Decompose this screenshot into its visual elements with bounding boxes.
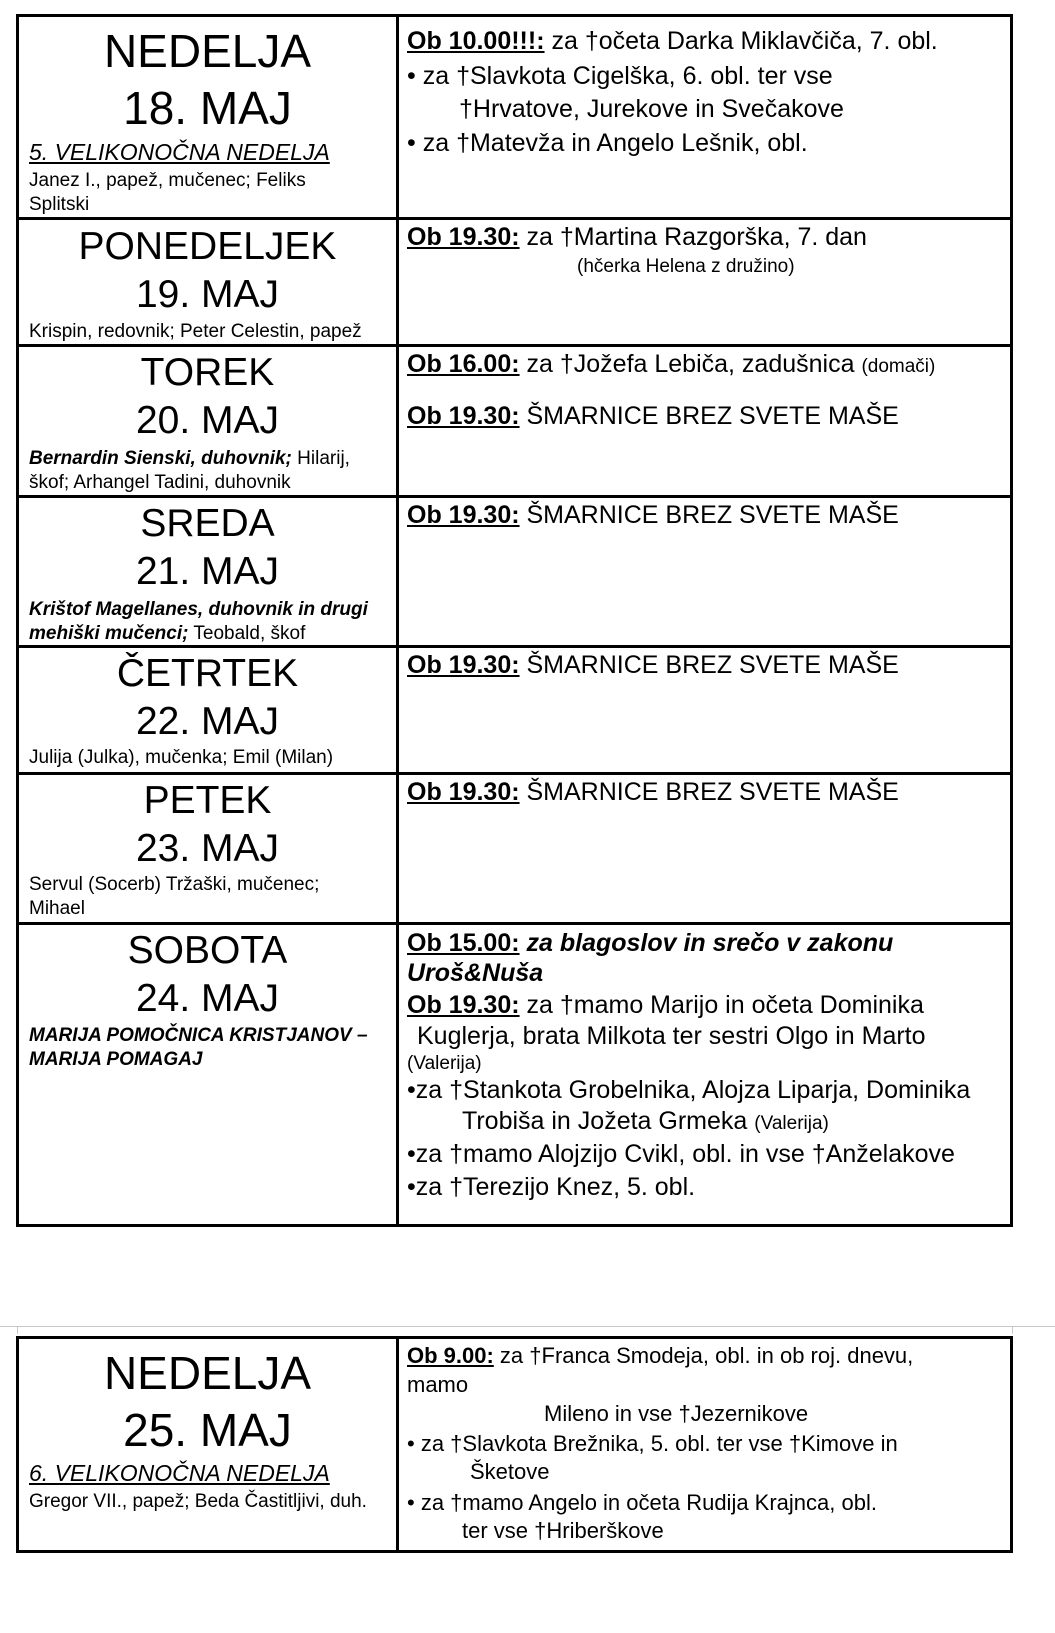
mass-intention: za †Jožefa Lebiča, zadušnica xyxy=(519,350,862,378)
mass-line xyxy=(417,1021,926,1051)
mass-line xyxy=(459,94,844,124)
feast-title: 5. VELIKONOČNA NEDELJA xyxy=(29,139,330,165)
mass-line xyxy=(407,1172,695,1202)
saints-of-day: Julija (Julka), mučenka; Emil (Milan) xyxy=(29,747,334,768)
day-date: 25. MAJ xyxy=(123,1404,292,1456)
mass-time: Ob 19.30: xyxy=(407,402,520,430)
mass-intention: mamo xyxy=(407,1372,469,1397)
mass-note: (hčerka Helena z družino) xyxy=(577,256,795,277)
mass-intention: za †Matevža in Angelo Lešnik, obl. xyxy=(422,129,808,157)
mass-line xyxy=(407,401,899,431)
mass-intention: za †Slavkota Cigelška, 6. obl. ter vse xyxy=(422,62,833,90)
mass-intention: za †mamo Angelo in očeta Rudija Krajnca, obl. xyxy=(414,1490,877,1515)
saints-italic: Bernardin Sienski, duhovnik; xyxy=(29,448,292,469)
saints-of-day: Janez I., papež, mučenec; Feliks Splitski xyxy=(29,170,306,215)
mass-line xyxy=(407,928,893,958)
day-name: SREDA xyxy=(140,502,275,545)
day-row-sunday-25 xyxy=(19,1339,1010,1550)
mass-time: Ob 9.00: xyxy=(407,1343,494,1368)
day-name: SOBOTA xyxy=(127,929,288,972)
mass-line xyxy=(407,777,899,807)
mass-time: Ob 19.30: xyxy=(407,991,520,1019)
mass-intention: Šketove xyxy=(470,1459,550,1484)
mass-intention: za blagoslov in srečo v zakonu xyxy=(519,929,894,957)
mass-line xyxy=(407,1075,970,1105)
page-margin-tick xyxy=(1012,1326,1013,1334)
mass-intention: ŠMARNICE BREZ SVETE MAŠE xyxy=(519,402,899,430)
page-break-line xyxy=(0,1326,1055,1327)
mass-intention: ter vse †Hriberškove xyxy=(462,1518,664,1543)
mass-intention: Uroš&Nuša xyxy=(407,959,544,987)
mass-intention: †Hrvatove, Jurekove in Svečakove xyxy=(459,95,844,123)
bullet: • xyxy=(407,1140,416,1168)
mass-time: Ob 19.30: xyxy=(407,223,520,251)
mass-intention: za †Martina Razgorška, 7. dan xyxy=(519,223,867,251)
mass-time: Ob 19.30: xyxy=(407,651,520,679)
bullet: • xyxy=(407,62,416,90)
saints-of-day: Servul (Socerb) Tržaški, mučenec; Mihael xyxy=(29,874,320,919)
mass-time: Ob 10.00!!!: xyxy=(407,27,545,55)
bullet: • xyxy=(407,1431,415,1456)
mass-intention: Mileno in vse †Jezernikove xyxy=(544,1401,809,1426)
mass-intention: ŠMARNICE BREZ SVETE MAŠE xyxy=(519,651,899,679)
day-date: 22. MAJ xyxy=(135,700,280,743)
mass-intention: za †Franca Smodeja, obl. in ob roj. dnevu, xyxy=(493,1343,914,1368)
mass-time: Ob 19.30: xyxy=(407,778,520,806)
mass-line xyxy=(407,650,899,680)
saints-regular: Teobald, škof xyxy=(188,623,306,644)
mass-intention: Trobiša in Jožeta Grmeka xyxy=(462,1107,755,1135)
mass-line xyxy=(407,128,808,158)
mass-intention: za †mamo Marijo in očeta Dominika xyxy=(519,991,924,1019)
saints-of-day xyxy=(29,598,384,646)
mass-line xyxy=(407,1370,468,1400)
mass-line xyxy=(470,1457,550,1487)
day-date: 18. MAJ xyxy=(123,82,292,134)
day-row-tuesday-20 xyxy=(19,347,1010,498)
day-row-wednesday-21 xyxy=(19,498,1010,648)
mass-line xyxy=(407,349,935,382)
saints-of-day xyxy=(29,447,369,495)
mass-line xyxy=(407,61,833,91)
mass-time: Ob 16.00: xyxy=(407,350,520,378)
mass-intention: za †očeta Darka Miklavčiča, 7. obl. xyxy=(544,27,938,55)
saints-italic: Krištof Magellanes, duhovnik in drugi mehiški mučenci; xyxy=(29,599,368,644)
day-date: 20. MAJ xyxy=(135,399,280,442)
day-date: 19. MAJ xyxy=(135,273,280,316)
mass-intention: ŠMARNICE BREZ SVETE MAŠE xyxy=(519,778,899,806)
bullet: • xyxy=(407,1490,415,1515)
mass-note: (Valerija) xyxy=(754,1113,829,1134)
bullet: • xyxy=(407,1076,416,1104)
schedule-table-week1 xyxy=(16,14,1013,1227)
day-name: NEDELJA xyxy=(103,1347,312,1399)
bullet: • xyxy=(407,1173,416,1201)
saints-of-day: Krispin, redovnik; Peter Celestin, papež xyxy=(29,321,362,342)
mass-line xyxy=(407,958,543,988)
mass-line xyxy=(407,500,899,530)
mass-line xyxy=(407,1488,877,1518)
day-row-thursday-22 xyxy=(19,648,1010,775)
schedule-table-week2 xyxy=(16,1336,1013,1553)
mass-intention: za †Terezijo Knez, 5. obl. xyxy=(415,1173,696,1201)
saints-regular: Hilarij, škof; Arhangel Tadini, duhovnik xyxy=(29,448,350,493)
mass-line xyxy=(407,222,867,252)
mass-line xyxy=(462,1106,829,1139)
mass-intention: Kuglerja, brata Milkota ter sestri Olgo in Marto xyxy=(417,1022,926,1050)
day-date: 24. MAJ xyxy=(135,977,280,1020)
mass-line xyxy=(462,1516,664,1546)
day-date: 21. MAJ xyxy=(135,550,280,593)
day-row-saturday-24 xyxy=(19,925,1010,1224)
day-name: PONEDELJEK xyxy=(78,225,337,268)
day-row-sunday-18 xyxy=(19,17,1010,220)
mass-time: Ob 15.00: xyxy=(407,929,520,957)
mass-line xyxy=(407,1139,955,1169)
feast-title: 6. VELIKONOČNA NEDELJA xyxy=(29,1460,330,1486)
mass-intention: ŠMARNICE BREZ SVETE MAŠE xyxy=(519,501,899,529)
mass-intention: za †Slavkota Brežnika, 5. obl. ter vse †Kimove in xyxy=(414,1431,898,1456)
saints-of-day xyxy=(29,1024,394,1072)
page-margin-tick xyxy=(17,1326,18,1334)
mass-line xyxy=(544,1399,808,1429)
day-name: ČETRTEK xyxy=(116,652,299,695)
day-name: TOREK xyxy=(140,351,275,394)
day-date: 23. MAJ xyxy=(135,827,280,870)
mass-line xyxy=(407,1341,913,1371)
mass-time: Ob 19.30: xyxy=(407,501,520,529)
saints-italic: MARIJA POMOČNICA KRISTJANOV – MARIJA POMAGAJ xyxy=(29,1025,368,1070)
mass-note: (Valerija) xyxy=(407,1053,482,1074)
mass-line xyxy=(407,990,924,1020)
mass-note: (domači) xyxy=(861,356,936,377)
day-row-friday-23 xyxy=(19,775,1010,925)
day-row-monday-19 xyxy=(19,220,1010,347)
saints-of-day: Gregor VII., papež; Beda Častitljivi, duh. xyxy=(29,1491,367,1512)
day-name: NEDELJA xyxy=(103,25,312,77)
mass-line xyxy=(407,26,938,56)
bullet: • xyxy=(407,129,416,157)
mass-line xyxy=(407,1429,898,1459)
mass-intention: za †mamo Alojzijo Cvikl, obl. in vse †Anželakove xyxy=(415,1140,955,1168)
day-name: PETEK xyxy=(143,779,272,822)
mass-intention: za †Stankota Grobelnika, Alojza Liparja, Dominika xyxy=(415,1076,971,1104)
